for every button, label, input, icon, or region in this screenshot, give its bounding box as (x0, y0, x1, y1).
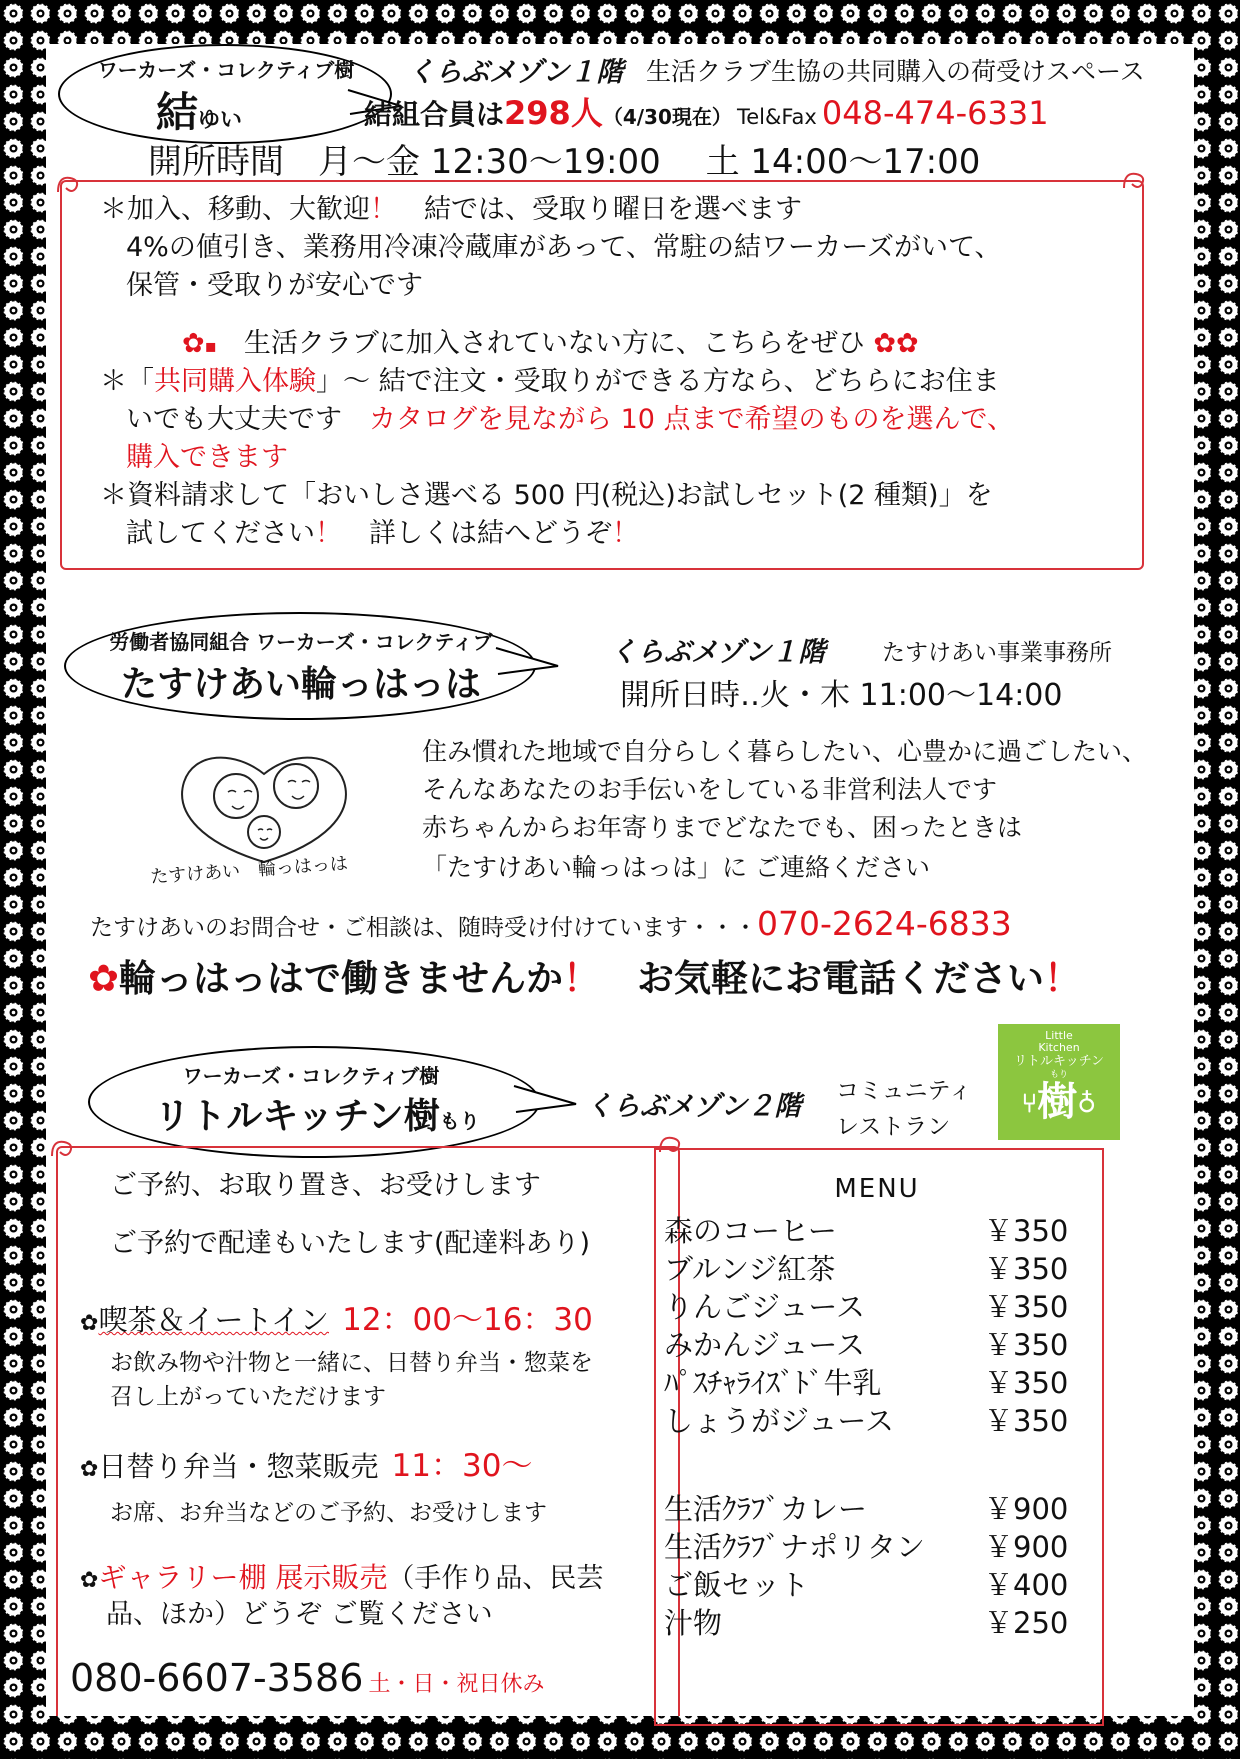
tasukeai-desc-2: そんなあなたのお手伝いをしている非営利法人です (422, 775, 998, 804)
yui-line-4 (182, 326, 919, 365)
kitchen-h2 (80, 1440, 532, 1485)
flower-icon: ✿ (182, 328, 205, 359)
menu-item-name: ﾊﾟｽﾁｬﾗｲｽﾞﾄﾞ牛乳 (664, 1366, 882, 1400)
menu-item-name: 生活ｸﾗﾌﾞナポリタン (664, 1530, 926, 1564)
l6a: いでも大丈夫です (126, 404, 342, 435)
flower-icon: ✿ (80, 1311, 99, 1336)
logo-line-3: リトルキッチン (1013, 1054, 1105, 1069)
h1-text: 喫茶＆イートイン (98, 1303, 329, 1337)
menu-item (664, 1364, 1074, 1402)
kitchen-bubble-top: ワーカーズ・コレクティブ樹 (182, 1064, 440, 1088)
menu-item-name: 森のコーヒー (664, 1214, 837, 1248)
yui-bubble-main (156, 80, 242, 140)
telfax-number: 048-474-6331 (821, 94, 1049, 132)
flyer-sheet (46, 44, 1194, 1716)
l1b: ！ (370, 194, 397, 225)
kitchen-closed-days: 土・日・祝日休み (368, 1672, 545, 1697)
kitchen-logo (998, 1024, 1120, 1140)
menu-item-name: りんごジュース (664, 1290, 865, 1324)
h1-time: 12：00～16：30 (342, 1302, 593, 1338)
menu-item (664, 1250, 1074, 1288)
flower-icon: ✿✿ (873, 328, 919, 359)
menu-item-name: しょうがジュース (664, 1404, 894, 1438)
kitchen-p1: ご予約、お取り置き、お受けします (110, 1170, 541, 1201)
logo-ruby: もり (1049, 1070, 1068, 1080)
hibiscus-icon: ✿ (88, 957, 120, 1000)
menu-item-price: ￥350 (984, 1404, 1069, 1438)
tasukeai-hours: 開所日時‥火・木 11:00～14:00 (620, 678, 1063, 713)
slogan-d: ！ (1044, 957, 1082, 1000)
yui-line-5 (100, 364, 1000, 400)
kitchen-h3 (80, 1556, 603, 1596)
kitchen-h1-d1: お飲み物や汁物と一緒に、日替り弁当・惣菜を (110, 1350, 593, 1376)
yui-floor-desc: 生活クラブ生協の共同購入の荷受けスペース (646, 57, 1145, 86)
yui-line-6 (126, 402, 1014, 438)
l5c: 」～ 結で注文・受取りができる方なら、どちらにお住ま (316, 366, 1000, 397)
tasukeai-phone: 070-2624-6833 (757, 904, 1012, 943)
scroll-curl-icon (48, 1136, 78, 1160)
tasukeai-bubble-main: たすけあい輪っはっは (120, 664, 481, 705)
yui-line-9 (126, 516, 639, 552)
bubble-tail (494, 642, 564, 682)
menu-item-name: 汁物 (664, 1606, 723, 1640)
logo-line-2: Kitchen (1038, 1041, 1080, 1054)
l5b: 共同購入体験 (154, 366, 316, 397)
l9d: ！ (612, 518, 639, 549)
menu-item (664, 1604, 1074, 1642)
menu-item (664, 1566, 1074, 1604)
yui-line-2: 4%の値引き、業務用冷凍冷蔵庫があって、常駐の結ワーカーズがいて、 (126, 232, 1002, 263)
h3-b: （手作り品、民芸 (387, 1563, 604, 1594)
yui-line-3: 保管・受取りが安心です (126, 270, 423, 301)
slogan-b: ！ (563, 957, 601, 1000)
logo-line-1: Little (1045, 1029, 1073, 1042)
tasukeai-logo-text: たすけあい 輪っはっは (149, 853, 349, 888)
kitchen-phone-row (70, 1656, 544, 1700)
kitchen-bubble-main (132, 1088, 502, 1139)
kitchen-floor: くらぶメゾン２階 (586, 1091, 802, 1122)
bubble-tail (512, 1080, 582, 1120)
kitchen-floor-desc-1: コミュニティ (836, 1078, 972, 1104)
logo-kanji (998, 1080, 1120, 1126)
fork-icon: ⑂ (1021, 1089, 1038, 1119)
kitchen-floor-desc-2: レストラン (836, 1114, 951, 1140)
menu-item-name: 生活ｸﾗﾌﾞカレー (664, 1492, 868, 1526)
slogan-a: 輪っはっはで働きませんか (119, 957, 564, 1000)
scroll-curl-icon (1120, 168, 1150, 192)
menu-item-price: ￥250 (984, 1606, 1069, 1640)
tasukeai-floor: くらぶメゾン１階 (610, 637, 826, 668)
tasukeai-contact (90, 904, 1012, 943)
contact-text: たすけあいのお問合せ・ご相談は、随時受け付けています・・・ (90, 915, 757, 941)
menu-item-price: ￥350 (984, 1366, 1069, 1400)
yui-line-7: 購入できます (126, 442, 288, 473)
kitchen-h1-d2: 召し上がっていただけます (110, 1384, 386, 1410)
menu-item (664, 1212, 1074, 1250)
yui-bubble-top: ワーカーズ・コレクティブ樹 (97, 58, 355, 82)
yui-hours: 開所時間 月～金 12:30～19:00 土 14:00～17:00 (148, 142, 981, 182)
l1a: ＊加入、移動、大歓迎 (100, 194, 370, 225)
menu-title: MENU (834, 1174, 920, 1204)
l6b: カタログを見ながら 10 点まで希望のものを選んで、 (369, 404, 1014, 435)
telfax-label: Tel&Fax (736, 105, 817, 129)
h3-gallery: ギャラリー棚 展示販売 (98, 1561, 388, 1594)
tasukeai-floor-desc: たすけあい事業事務所 (882, 640, 1112, 666)
dot-icon: ▪ (204, 336, 217, 357)
flower-icon: ✿ (80, 1457, 99, 1482)
tasukeai-desc-4: 「たすけあい輪っはっは」に ご連絡ください (422, 853, 930, 882)
l5a: ＊「 (100, 366, 154, 397)
yui-ruby: ゆい (198, 108, 243, 133)
slogan-c: お気軽にお電話ください (637, 957, 1045, 1000)
yui-line-8: ＊資料請求して「おいしさ選べる 500 円(税込)お試しセット(2 種類)」を (100, 480, 993, 511)
kitchen-p2: ご予約で配達もいたします(配達料あり) (110, 1228, 591, 1259)
menu-item-name: ご飯セット (664, 1568, 810, 1602)
members-count: 298人 (504, 94, 603, 132)
kitchen-h1 (80, 1294, 593, 1339)
menu-foods (664, 1490, 1084, 1650)
menu-drinks (664, 1212, 1084, 1452)
l9b: ！ (315, 518, 342, 549)
yui-members (364, 88, 1049, 134)
menu-item-name: みかんジュース (664, 1328, 865, 1362)
l9c: 詳しくは結へどうぞ (369, 518, 612, 549)
menu-item-price: ￥400 (984, 1568, 1069, 1602)
menu-item (664, 1528, 1074, 1566)
menu-item-price: ￥350 (984, 1290, 1069, 1324)
logo-kanji-text: 樹 (1037, 1079, 1078, 1125)
menu-item (664, 1326, 1074, 1364)
kitchen-ruby: もり (439, 1109, 480, 1133)
tasukeai-desc-3: 赤ちゃんからお年寄りまでどなたでも、困ったときは (422, 813, 1023, 842)
menu-item (664, 1288, 1074, 1326)
yui-floor: くらぶメゾン１階 (408, 57, 624, 88)
members-prefix: 結組合員は (364, 98, 505, 131)
h2-text: 日替り弁当・惣菜販売 (98, 1450, 379, 1483)
l1c: 結では、受取り曜日を選べます (424, 194, 802, 225)
yui-name: 結 (156, 88, 199, 137)
h2-time: 11：30～ (391, 1448, 533, 1484)
menu-item (664, 1490, 1074, 1528)
menu-item-price: ￥900 (984, 1492, 1069, 1526)
menu-item (664, 1402, 1074, 1440)
members-date: （4/30現在） (602, 105, 732, 129)
menu-item-price: ￥350 (984, 1214, 1069, 1248)
scroll-curl-icon (54, 172, 84, 196)
yui-line-1 (100, 192, 802, 228)
menu-item-price: ￥900 (984, 1530, 1069, 1564)
kitchen-h3c: 品、ほか）どうぞ ご覧ください (106, 1599, 493, 1630)
l9a: 試してください (126, 518, 315, 549)
menu-item-price: ￥350 (984, 1252, 1069, 1286)
flower-icon: ✿ (80, 1568, 99, 1593)
kitchen-phone: 080-6607-3586 (70, 1656, 364, 1700)
menu-item-price: ￥350 (984, 1328, 1069, 1362)
kitchen-h2-d1: お席、お弁当などのご予約、お受けします (110, 1500, 547, 1526)
l4: 生活クラブに加入されていない方に、こちらをぜひ (243, 328, 865, 359)
kitchen-name: リトルキッチン樹 (154, 1096, 440, 1137)
spoon-icon: ♁ (1077, 1089, 1097, 1119)
tasukeai-bubble-top: 労働者協同組合 ワーカーズ・コレクティブ (109, 630, 493, 654)
tasukeai-slogan (88, 948, 1081, 1002)
menu-item-name: ブルンジ紅茶 (664, 1252, 836, 1286)
tasukeai-desc-1: 住み慣れた地域で自分らしく暮らしたい、心豊かに過ごしたい、 (422, 737, 1148, 766)
